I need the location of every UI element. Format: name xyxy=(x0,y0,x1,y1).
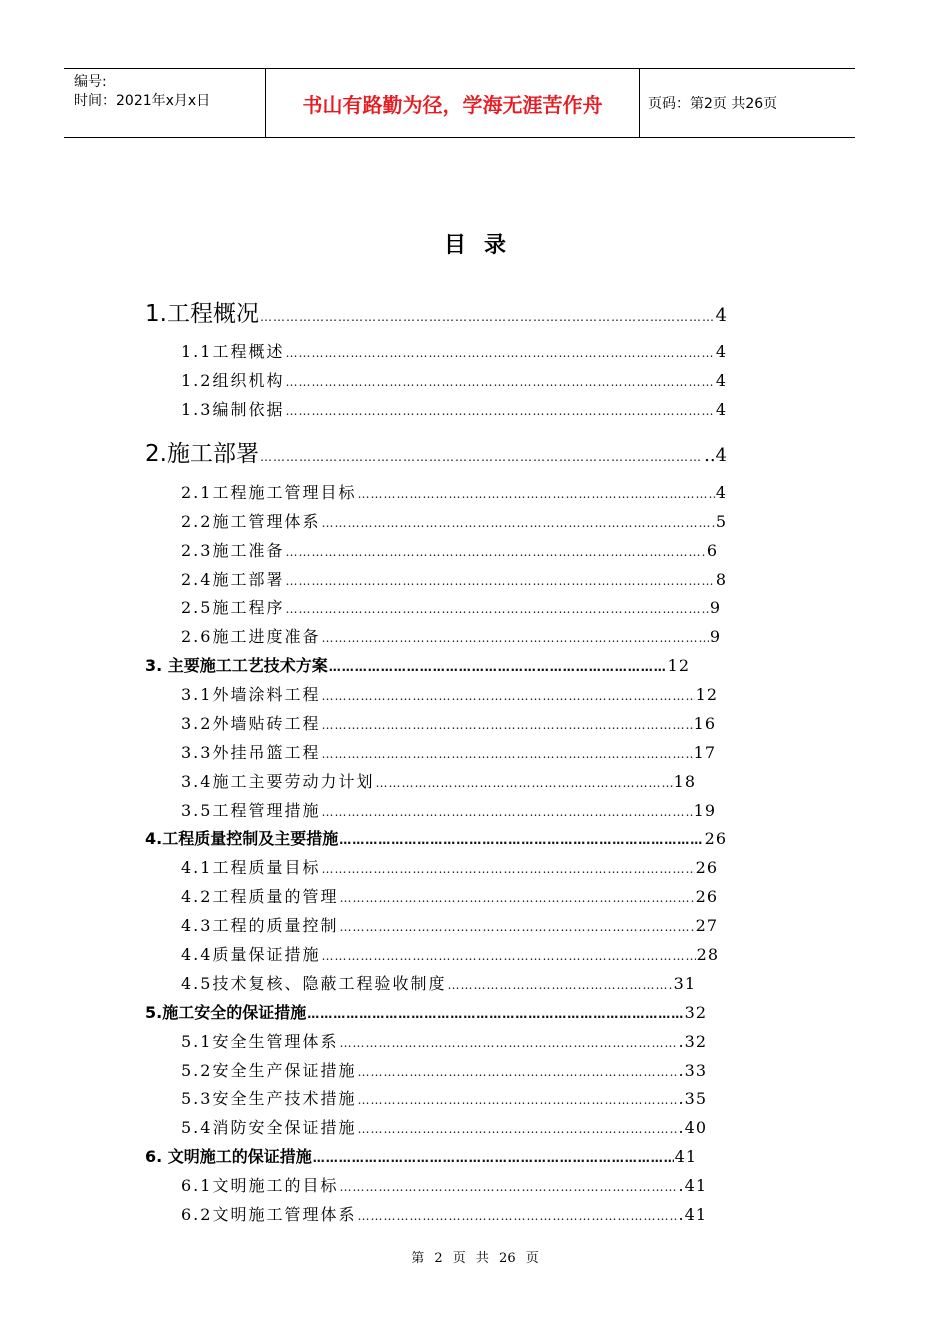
toc-subentry[interactable] xyxy=(181,397,727,419)
toc-leader-dots xyxy=(321,631,708,645)
toc-subentry[interactable] xyxy=(181,884,718,906)
toc-leader-dots xyxy=(357,1209,677,1223)
toc-subentry[interactable] xyxy=(181,509,727,531)
toc-subentry[interactable] xyxy=(181,368,727,390)
toc-label: 4.1工程质量目标 xyxy=(181,858,321,877)
toc-label: 2.4施工部署 xyxy=(181,570,285,589)
toc-leader-dots xyxy=(321,516,714,530)
toc-page-number: .40 xyxy=(678,1118,707,1137)
toc-page-number: 17 xyxy=(693,743,716,762)
toc-page-number: .32 xyxy=(678,1032,707,1051)
toc-label: 6.1文明施工的目标 xyxy=(181,1176,339,1195)
toc-page-number: 27 xyxy=(695,916,718,935)
toc-leader-dots xyxy=(375,776,672,790)
toc-page-number: 9 xyxy=(709,627,721,646)
toc-label: 1.工程概况 xyxy=(145,301,259,327)
toc-subentry[interactable] xyxy=(181,855,718,877)
toc-subentry[interactable] xyxy=(181,913,718,935)
toc-label: 3. 主要施工工艺技术方案 xyxy=(145,656,328,675)
toc-leader-dots xyxy=(357,487,714,501)
toc-page-number: 41 xyxy=(674,1147,697,1166)
page-header xyxy=(64,68,855,138)
toc-page-number: .33 xyxy=(678,1061,707,1080)
toc-label: 2.1工程施工管理目标 xyxy=(181,483,357,502)
toc-label: 3.5工程管理措施 xyxy=(181,801,321,820)
toc-label: 4.3工程的质量控制 xyxy=(181,916,339,935)
toc-leader-dots xyxy=(339,833,703,847)
toc-subentry[interactable] xyxy=(181,1058,707,1080)
toc-label: 2.施工部署 xyxy=(145,441,259,467)
toc-page-number: 12 xyxy=(695,685,718,704)
toc-leader-dots xyxy=(285,602,708,616)
toc-page-number: 28 xyxy=(696,945,719,964)
toc-page-number: 4 xyxy=(715,371,727,390)
toc-label: 5.施工安全的保证措施 xyxy=(145,1003,307,1022)
toc-page-number: 9 xyxy=(709,598,721,617)
toc-label: 3.3外挂吊篮工程 xyxy=(181,743,321,762)
toc-subentry[interactable] xyxy=(181,1173,707,1195)
toc-leader-dots xyxy=(321,747,692,761)
toc-subentry[interactable] xyxy=(181,1115,707,1137)
toc-subentry[interactable] xyxy=(181,1029,707,1051)
toc-page-number: 31 xyxy=(673,974,696,993)
toc-page-number: 32 xyxy=(684,1003,707,1022)
toc-subentry[interactable] xyxy=(181,624,721,646)
toc-leader-dots xyxy=(321,949,695,963)
toc-leader-dots xyxy=(285,404,714,418)
toc-leader-dots xyxy=(447,978,672,992)
toc-label: 1.3编制依据 xyxy=(181,400,285,419)
toc-label: 5.1安全生管理体系 xyxy=(181,1032,339,1051)
toc-entry[interactable] xyxy=(145,826,727,848)
toc-page-number: 4 xyxy=(715,483,727,502)
toc-leader-dots xyxy=(285,545,705,559)
toc-page-number: 12 xyxy=(667,656,690,675)
header-divider xyxy=(639,69,640,137)
toc-subentry[interactable] xyxy=(181,567,727,589)
toc-subentry[interactable] xyxy=(181,769,696,791)
toc-label: 5.4消防安全保证措施 xyxy=(181,1118,357,1137)
toc-leader-dots xyxy=(321,862,694,876)
toc-leader-dots xyxy=(285,375,714,389)
toc-title: 目录 xyxy=(443,233,524,258)
toc-page-number: .41 xyxy=(678,1205,707,1224)
toc-subentry[interactable] xyxy=(181,711,716,733)
toc-label: 4.工程质量控制及主要措施 xyxy=(145,829,339,848)
toc-page-number: .41 xyxy=(678,1176,707,1195)
toc-subentry[interactable] xyxy=(181,1086,707,1108)
toc-label: 2.6施工进度准备 xyxy=(181,627,321,646)
toc-entry[interactable] xyxy=(145,295,727,325)
toc-page-number: 5 xyxy=(715,512,727,531)
toc-leader-dots xyxy=(321,718,692,732)
toc-label: 3.1外墙涂料工程 xyxy=(181,685,321,704)
toc-label: 2.2施工管理体系 xyxy=(181,512,321,531)
toc-leader-dots xyxy=(285,574,714,588)
toc-subentry[interactable] xyxy=(181,971,696,993)
toc-page-number: 26 xyxy=(695,858,718,877)
toc-entry[interactable] xyxy=(145,653,690,675)
toc-leader-dots xyxy=(285,346,714,360)
header-page-info: 页码：第2页 共26页 xyxy=(648,96,778,112)
toc-leader-dots xyxy=(357,1093,677,1107)
toc-leader-dots xyxy=(339,1180,677,1194)
toc-label: 2.5施工程序 xyxy=(181,598,285,617)
toc-label: 5.2安全生产保证措施 xyxy=(181,1061,357,1080)
toc-entry[interactable] xyxy=(145,1000,707,1022)
toc-page-number: 8 xyxy=(715,570,727,589)
toc-leader-dots xyxy=(313,1151,674,1165)
toc-subentry[interactable] xyxy=(181,339,727,361)
toc-subentry[interactable] xyxy=(181,798,716,820)
toc-leader-dots xyxy=(339,920,694,934)
toc-subentry[interactable] xyxy=(181,1202,707,1224)
toc-entry[interactable] xyxy=(145,435,727,465)
header-motto: 书山有路勤为径，学海无涯苦作舟 xyxy=(302,92,603,117)
toc-label: 6.2文明施工管理体系 xyxy=(181,1205,357,1224)
toc-page-number: ..4 xyxy=(704,445,727,466)
toc-page-number: 4 xyxy=(715,305,727,326)
toc-leader-dots xyxy=(260,310,715,324)
toc-subentry[interactable] xyxy=(181,538,718,560)
toc-leader-dots xyxy=(339,1036,677,1050)
toc-label: 2.3施工准备 xyxy=(181,541,285,560)
page-footer: 第 2 页 共 26 页 xyxy=(411,1251,539,1266)
toc-label: 5.3安全生产技术措施 xyxy=(181,1089,357,1108)
toc-label: 4.4质量保证措施 xyxy=(181,945,321,964)
toc-page-number: .35 xyxy=(678,1089,707,1108)
toc-label: 1.2组织机构 xyxy=(181,371,285,390)
toc-leader-dots xyxy=(321,805,692,819)
toc-page-number: 4 xyxy=(715,400,727,419)
toc-page-number: 19 xyxy=(693,801,716,820)
toc-page-number: 6 xyxy=(706,541,718,560)
toc-leader-dots xyxy=(357,1065,677,1079)
toc-leader-dots xyxy=(357,1122,677,1136)
toc-label: 6. 文明施工的保证措施 xyxy=(145,1147,312,1166)
toc-subentry[interactable] xyxy=(181,595,721,617)
toc-subentry[interactable] xyxy=(181,740,716,762)
toc-page-number: 16 xyxy=(693,714,716,733)
toc-label: 3.4施工主要劳动力计划 xyxy=(181,772,375,791)
toc-entry[interactable] xyxy=(145,1144,697,1166)
toc-leader-dots xyxy=(329,660,667,674)
toc-subentry[interactable] xyxy=(181,682,718,704)
toc-leader-dots xyxy=(339,891,694,905)
toc-page-number: 4 xyxy=(715,342,727,361)
toc-page-number: 18 xyxy=(673,772,696,791)
header-meta xyxy=(74,73,266,111)
toc-label: 1.1工程概述 xyxy=(181,342,285,361)
toc-label: 4.5技术复核、隐蔽工程验收制度 xyxy=(181,974,447,993)
time-label: 时间：2021年x月x日 xyxy=(74,93,211,109)
toc-label: 3.2外墙贴砖工程 xyxy=(181,714,321,733)
serial-label: 编号: xyxy=(74,74,107,90)
toc-label: 4.2工程质量的管理 xyxy=(181,887,339,906)
toc-leader-dots xyxy=(260,450,703,464)
toc-leader-dots xyxy=(307,1007,683,1021)
toc-subentry[interactable] xyxy=(181,942,719,964)
toc-leader-dots xyxy=(321,689,694,703)
toc-page-number: 26 xyxy=(695,887,718,906)
toc-page-number: 26 xyxy=(704,829,727,848)
toc-subentry[interactable] xyxy=(181,480,727,502)
